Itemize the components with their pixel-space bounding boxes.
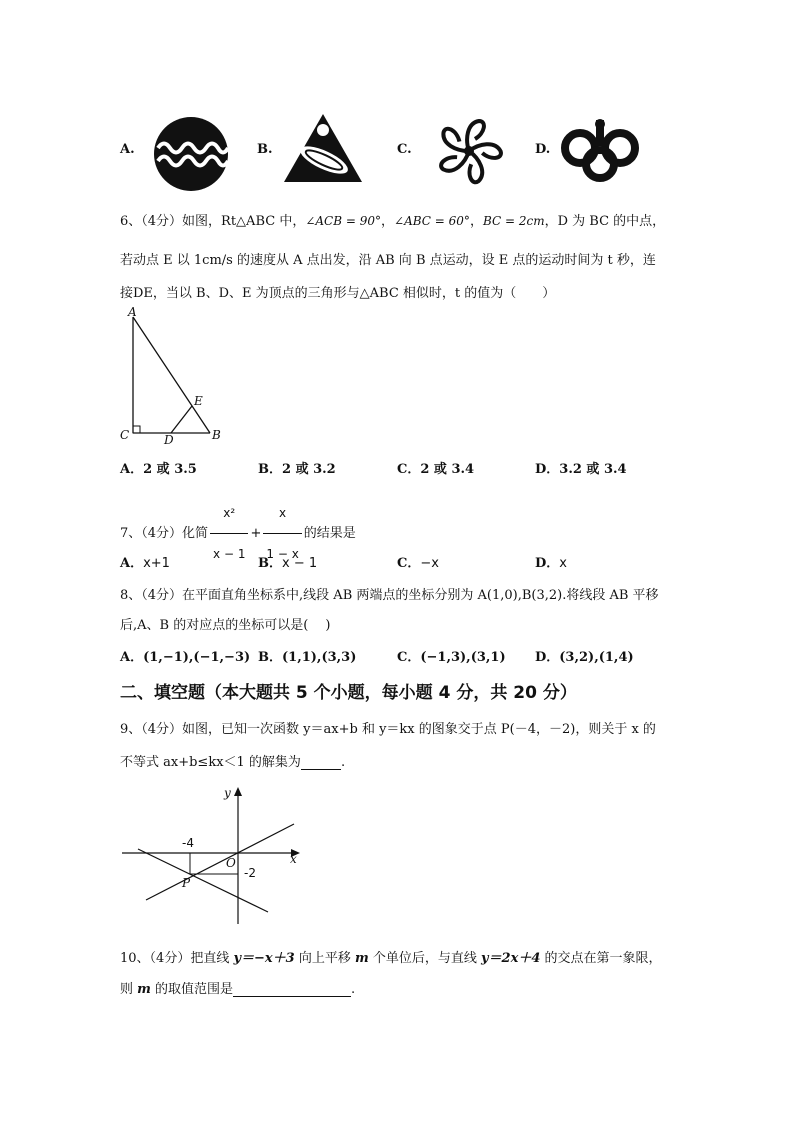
- q9-stem-line2: [120, 751, 345, 770]
- q8-option-d[interactable]: [535, 646, 634, 665]
- q10-line1-b: 向上平移: [294, 951, 355, 966]
- q7-option-b-text: x − 1: [282, 556, 318, 571]
- q8-option-d-text: (3,2),(1,4): [559, 650, 634, 665]
- q9-stem-line1: 9、（4分）如图，已知一次函数 y＝ax+b 和 y＝kx 的图象交于点 P(－4，－2)，则关于 x 的: [120, 722, 656, 737]
- q7-frac2-denominator: 1 − x: [266, 547, 299, 561]
- q10-stem-line1: [120, 947, 662, 966]
- q5-option-c-label: C.: [397, 142, 412, 157]
- q10-line1-c: 个单位后，与直线: [368, 951, 481, 966]
- q6-prefix: 6、（4分）如图，Rt△ABC 中，: [120, 214, 306, 229]
- q6-label-e: E: [194, 394, 203, 408]
- q7-option-a-label: A．: [120, 556, 144, 571]
- q6-option-a[interactable]: [120, 458, 197, 477]
- q6-bc-length: BC = 2cm: [482, 214, 545, 228]
- q10-line2-b: 的取值范围是: [150, 982, 234, 997]
- q7-option-b-label: B．: [258, 556, 282, 571]
- q6-option-c-label: C．: [397, 462, 421, 477]
- q8-option-c[interactable]: [397, 646, 506, 665]
- q6-stem-line3: 接DE，当以 B、D、E 为顶点的三角形与△ABC 相似时，t 的值为（ ）: [120, 286, 556, 301]
- q7-option-d-label: D．: [535, 556, 560, 571]
- q6-option-a-text: 2 或 3.5: [143, 462, 197, 477]
- q10-line1-a: 10、（4分）把直线: [120, 951, 234, 966]
- q7-prefix: 7、（4分）化简: [120, 526, 209, 541]
- q5-option-d-label: D.: [535, 142, 551, 157]
- q6-option-b[interactable]: [258, 458, 336, 477]
- q10-equation-1: y＝−x＋3: [233, 951, 295, 966]
- q8-stem-line1: 8、（4分）在平面直角坐标系中,线段 AB 两端点的坐标分别为 A(1,0),B(3,2).将线段 AB 平移: [120, 588, 659, 603]
- q8-option-b-text: (1,1),(3,3): [282, 650, 357, 665]
- q6-option-d-text: 3.2 或 3.4: [559, 462, 627, 477]
- q9-label-p: P: [182, 876, 191, 890]
- wave-circle-symbol: [150, 115, 232, 193]
- q6-angle-abc: ∠ABC = 60°: [394, 214, 470, 228]
- q8-option-a-text: (1,−1),(−1,−3): [143, 650, 251, 665]
- q9-label-x: x: [290, 852, 297, 866]
- q8-option-d-label: D．: [535, 650, 560, 665]
- q8-option-b[interactable]: [258, 646, 356, 665]
- q7-fraction-1: [210, 493, 248, 574]
- q6-label-c: C: [120, 428, 130, 442]
- q7-option-c[interactable]: [397, 552, 439, 571]
- q7-option-c-text: −x: [420, 556, 439, 571]
- q6-triangle-figure: [115, 305, 230, 445]
- q7-option-b[interactable]: [258, 552, 317, 571]
- q9-label-minus4: -4: [182, 836, 194, 850]
- q9-label-y: y: [224, 786, 231, 800]
- q6-option-b-text: 2 或 3.2: [282, 462, 336, 477]
- q6-option-a-label: A．: [120, 462, 144, 477]
- q10-var-m: m: [354, 951, 369, 966]
- q10-var-m-2: m: [137, 982, 151, 997]
- q6-label-a: A: [128, 305, 137, 319]
- q10-line2-c: .: [351, 982, 356, 997]
- q6-option-d[interactable]: [535, 458, 627, 477]
- q9-answer-blank[interactable]: [301, 757, 341, 770]
- section-2-heading: 二、填空题（本大题共 5 个小题，每小题 4 分，共 20 分）: [120, 683, 577, 703]
- q5-option-b-label: B.: [257, 142, 273, 157]
- q6-angle-acb: ∠ACB = 90°: [305, 214, 382, 228]
- q10-line2-a: 则: [120, 982, 138, 997]
- q7-frac1-denominator: x − 1: [213, 547, 246, 561]
- q6-sep1: ，: [381, 214, 395, 229]
- q6-suffix: ，D 为 BC 的中点，: [544, 214, 666, 229]
- q9-line2-prefix: 不等式 ax+b≤kx＜1 的解集为: [120, 755, 301, 770]
- q10-line1-d: 的交点在第一象限，: [540, 951, 662, 966]
- q5-option-a-label: A.: [120, 142, 135, 157]
- q10-stem-line2: [120, 978, 355, 997]
- q8-option-a[interactable]: [120, 646, 250, 665]
- q10-answer-blank[interactable]: [233, 984, 351, 997]
- q6-stem-line1: [120, 210, 665, 229]
- q7-suffix: 的结果是: [303, 526, 356, 541]
- q6-label-b: B: [212, 428, 221, 442]
- q8-option-a-label: A．: [120, 650, 144, 665]
- q6-option-b-label: B．: [258, 462, 282, 477]
- q7-plus: +: [250, 526, 262, 541]
- q6-option-c-text: 2 或 3.4: [420, 462, 475, 477]
- q7-option-a[interactable]: [120, 552, 170, 571]
- q8-option-b-label: B．: [258, 650, 282, 665]
- q7-option-c-label: C．: [397, 556, 421, 571]
- q7-option-a-text: x+1: [143, 556, 170, 571]
- q7-option-d-text: x: [559, 556, 567, 571]
- q6-sep2: ，: [469, 214, 483, 229]
- q6-option-c[interactable]: [397, 458, 474, 477]
- q7-frac2-numerator: x: [263, 493, 301, 534]
- pinwheel-flower-symbol: [432, 114, 506, 188]
- triangle-leaf-symbol: [282, 112, 364, 184]
- q7-option-d[interactable]: [535, 552, 567, 571]
- q10-equation-2: y＝2x＋4: [481, 951, 541, 966]
- q8-option-c-text: (−1,3),(3,1): [420, 650, 506, 665]
- q8-option-c-label: C．: [397, 650, 421, 665]
- three-ring-symbol: [560, 118, 640, 184]
- q6-option-d-label: D．: [535, 462, 560, 477]
- q9-graph-figure: [118, 782, 308, 932]
- q9-line2-suffix: .: [340, 755, 346, 770]
- q6-stem-line2: 若动点 E 以 1cm/s 的速度从 A 点出发，沿 AB 向 B 点运动，设 E 点的运动时间为 t 秒，连: [120, 253, 656, 268]
- q8-stem-line2: 后,A、B 的对应点的坐标可以是( ): [120, 618, 331, 633]
- q7-frac1-numerator: x²: [210, 493, 248, 534]
- q6-label-d: D: [164, 433, 174, 447]
- q9-label-minus2: -2: [244, 866, 256, 880]
- q9-label-o: O: [226, 856, 236, 870]
